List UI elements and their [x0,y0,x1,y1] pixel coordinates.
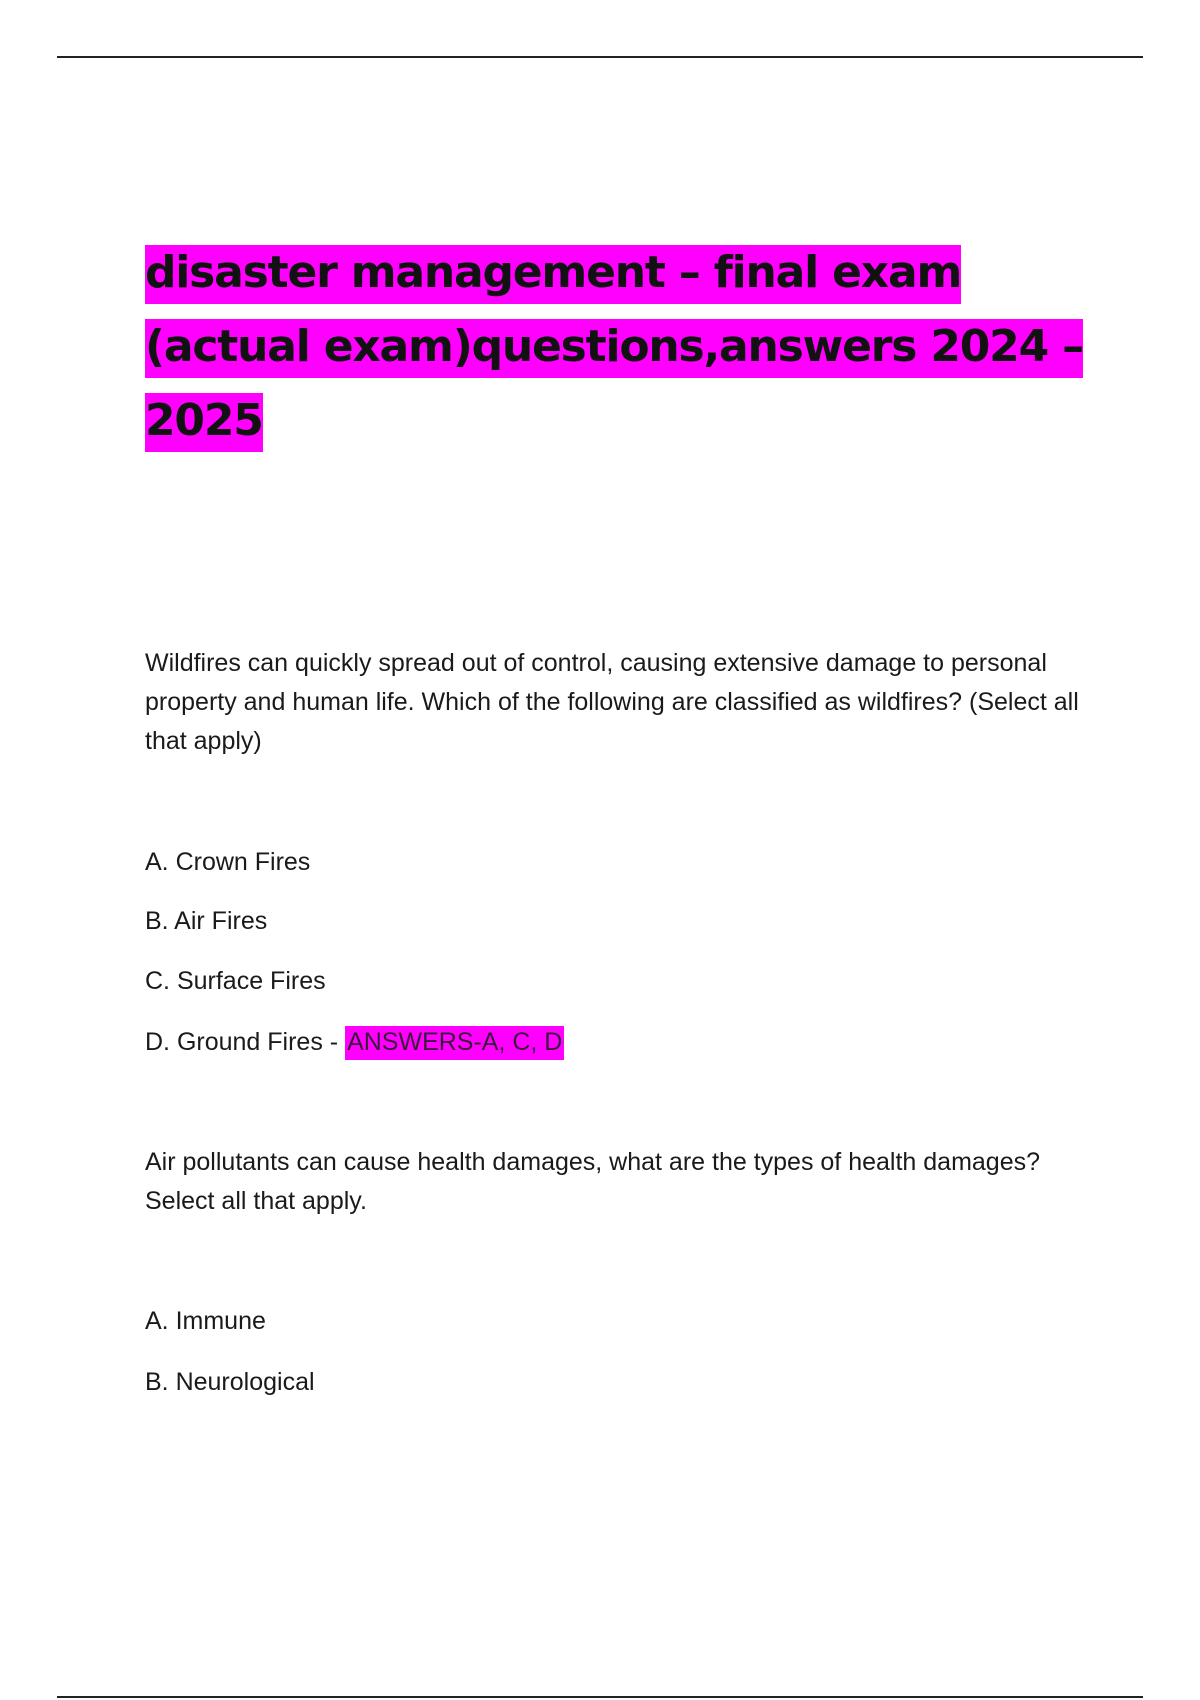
question-1-option-b: B. Air Fires [145,907,268,935]
question-1-answer-highlight: ANSWERS-A, C, D [345,1026,564,1060]
question-2-option-b: B. Neurological [145,1368,315,1396]
question-1-text: Wildfires can quickly spread out of control, causing extensive damage to personal property and human life. Which of the following are classified as wildfires? (Select all that apply) [145,649,1079,755]
question-2-text: Air pollutants can cause health damages, what are the types of health damages? Select all that apply. [145,1148,1041,1215]
title-highlight: disaster management – final exam (actual exam)questions,answers 2024 – 2025 [145,245,1083,452]
question-1-option-c: C. Surface Fires [145,967,326,995]
question-2-option-a: A. Immune [145,1307,266,1335]
question-1-option-d [145,1024,564,1060]
document-title [145,236,1105,458]
question-1-option-d-label: D. Ground Fires - [145,1028,346,1056]
header-rule [57,56,1143,58]
footer-rule [57,1696,1143,1698]
question-1-option-a: A. Crown Fires [145,848,311,876]
